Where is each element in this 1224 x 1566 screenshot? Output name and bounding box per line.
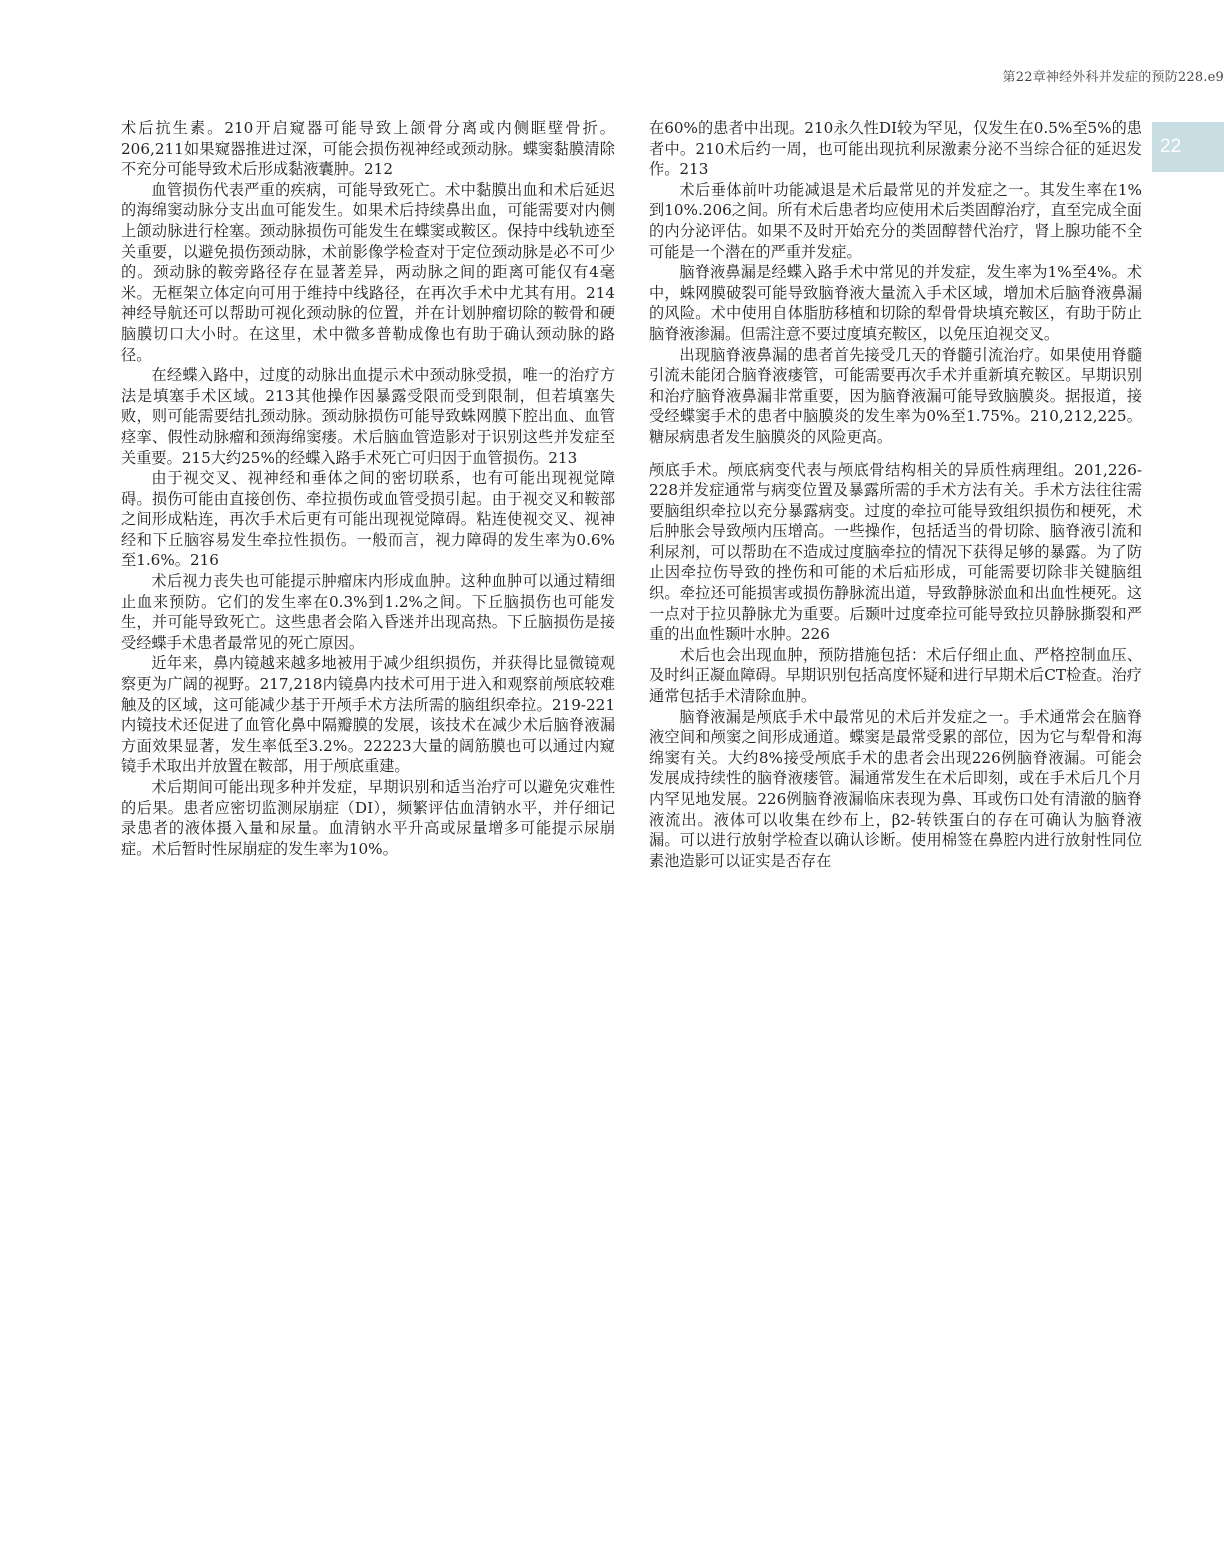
chapter-tab: 22 xyxy=(1152,122,1224,172)
paragraph: 术后垂体前叶功能减退是术后最常见的并发症之一。其发生率在1%到10%.206之间。所有术后患者均应使用术后类固醇治疗，直至完成全面的内分泌评估。如果不及时开始充分的类固醇替代治疗，肾上腺功能不全可能是一个潜在的严重并发症。 xyxy=(649,180,1142,261)
paragraph: 脑脊液鼻漏是经蝶入路手术中常见的并发症，发生率为1%至4%。术中，蛛网膜破裂可能导致脑脊液大量流入手术区域，增加术后脑脊液鼻漏的风险。术中使用自体脂肪移植和切除的犁骨骨块填充鞍区，有助于防止脑脊液渗漏。但需注意不要过度填充鞍区，以免压迫视交叉。 xyxy=(649,263,1142,343)
left-column xyxy=(121,118,615,859)
paragraph: 在60%的患者中出现。210永久性DI较为罕见，仅发生在0.5%至5%的患者中。210术后约一周，也可能出现抗利尿激素分泌不当综合征的延迟发作。213 xyxy=(649,119,1142,179)
paragraph: 血管损伤代表严重的疾病，可能导致死亡。术中黏膜出血和术后延迟的海绵窦动脉分支出血可能发生。如果术后持续鼻出血，可能需要对内侧上颌动脉进行栓塞。颈动脉损伤可能发生在蝶窦或鞍区。保持中线轨迹至关重要，以避免损伤颈动脉，术前影像学检查对于定位颈动脉是必不可少的。颈动脉的鞍旁路径存在显著差异，两动脉之间的距离可能仅有4毫米。无框架立体定向可用于维持中线路径，在再次手术中尤其有用。214神经导航还可以帮助可视化颈动脉的位置，并在计划肿瘤切除的鞍骨和硬脑膜切口大小时。在这里，术中微多普勒成像也有助于确认颈动脉的路径。 xyxy=(121,180,615,364)
paragraph: 由于视交叉、视神经和垂体之间的密切联系，也有可能出现视觉障碍。损伤可能由直接创伤、牵拉损伤或血管受损引起。由于视交叉和鞍部之间形成粘连，再次手术后更有可能出现视觉障碍。粘连使视交叉、视神经和下丘脑容易发生牵拉性损伤。一般而言，视力障碍的发生率为0.6%至1.6%。216 xyxy=(121,469,615,570)
section-lead-paragraph: 颅底手术。颅底病变代表与颅底骨结构相关的异质性病理组。201,226-228并发症通常与病变位置及暴露所需的手术方法有关。手术方法往往需要脑组织牵拉以充分暴露病变。过度的牵拉可能导致组织损伤和梗死，术后肿胀会导致颅内压增高。一些操作，包括适当的骨切除、脑脊液引流和利尿剂，可以帮助在不造成过度脑牵拉的情况下获得足够的暴露。为了防止因牵拉伤导致的挫伤和可能的术后疝形成，可能需要切除非关键脑组织。牵拉还可能损害或损伤静脉流出道，导致静脉淤血和出血性梗死。这一点对于拉贝静脉尤为重要。后颞叶过度牵拉可能导致拉贝静脉撕裂和严重的出血性颞叶水肿。226 xyxy=(649,460,1142,644)
running-header: 第22章神经外科并发症的预防228.e9 xyxy=(1002,70,1224,85)
paragraph: 术后抗生素。210开启窥器可能导致上颌骨分离或内侧眶壁骨折。206,211如果窥器推进过深，可能会损伤视神经或颈动脉。蝶窦黏膜清除不充分可能导致术后形成黏液囊肿。212 xyxy=(121,119,615,179)
paragraph: 术后期间可能出现多种并发症，早期识别和适当治疗可以避免灾难性的后果。患者应密切监测尿崩症（DI），频繁评估血清钠水平，并仔细记录患者的液体摄入量和尿量。血清钠水平升高或尿量增多可能提示尿崩症。术后暂时性尿崩症的发生率为10%。 xyxy=(121,778,615,858)
paragraph: 在经蝶入路中，过度的动脉出血提示术中颈动脉受损，唯一的治疗方法是填塞手术区域。213其他操作因暴露受限而受到限制，但若填塞失败，则可能需要结扎颈动脉。颈动脉损伤可能导致蛛网膜下腔出血、血管痉挛、假性动脉瘤和颈海绵窦瘘。术后脑血管造影对于识别这些并发症至关重要。215大约25%的经蝶入路手术死亡可归因于血管损伤。213 xyxy=(121,366,615,467)
right-column xyxy=(649,118,1142,871)
paragraph: 脑脊液漏是颅底手术中最常见的术后并发症之一。手术通常会在脑脊液空间和颅窦之间形成通道。蝶窦是最常受累的部位，因为它与犁骨和海绵窦有关。大约8%接受颅底手术的患者会出现226例脑脊液漏。可能会发展成持续性的脑脊液瘘管。漏通常发生在术后即刻，或在手术后几个月内罕见地发展。226例脑脊液漏临床表现为鼻、耳或伤口处有清澈的脑脊液流出。液体可以收集在纱布上，β2-转铁蛋白的存在可确认为脑脊液漏。可以进行放射学检查以确认诊断。使用棉签在鼻腔内进行放射性同位素池造影可以证实是否存在 xyxy=(649,707,1142,870)
paragraph: 术后视力丧失也可能提示肿瘤床内形成血肿。这种血肿可以通过精细止血来预防。它们的发生率在0.3%到1.2%之间。下丘脑损伤也可能发生，并可能导致死亡。这些患者会陷入昏迷并出现高热。下丘脑损伤是接受经蝶手术患者最常见的死亡原因。 xyxy=(121,572,615,652)
paragraph: 出现脑脊液鼻漏的患者首先接受几天的脊髓引流治疗。如果使用脊髓引流未能闭合脑脊液瘘管，可能需要再次手术并重新填充鞍区。早期识别和治疗脑脊液鼻漏非常重要，因为脑脊液漏可能导致脑膜炎。据报道，接受经蝶窦手术的患者中脑膜炎的发生率为0%至1.75%。210,212,225。糖尿病患者发生脑膜炎的风险更高。 xyxy=(649,345,1142,446)
paragraph: 近年来，鼻内镜越来越多地被用于减少组织损伤，并获得比显微镜观察更为广阔的视野。217,218内镜鼻内技术可用于进入和观察前颅底较难触及的区域，这可能减少基于开颅手术方法所需的脑组织牵拉。219-221内镜技术还促进了血管化鼻中隔瓣膜的发展，该技术在减少术后脑脊液漏方面效果显著，发生率低至3.2%。22223大量的阔筋膜也可以通过内窥镜手术取出并放置在鞍部，用于颅底重建。 xyxy=(121,654,615,776)
paragraph: 术后也会出现血肿，预防措施包括：术后仔细止血、严格控制血压、及时纠正凝血障碍。早期识别包括高度怀疑和进行早期术后CT检查。治疗通常包括手术清除血肿。 xyxy=(649,645,1142,706)
